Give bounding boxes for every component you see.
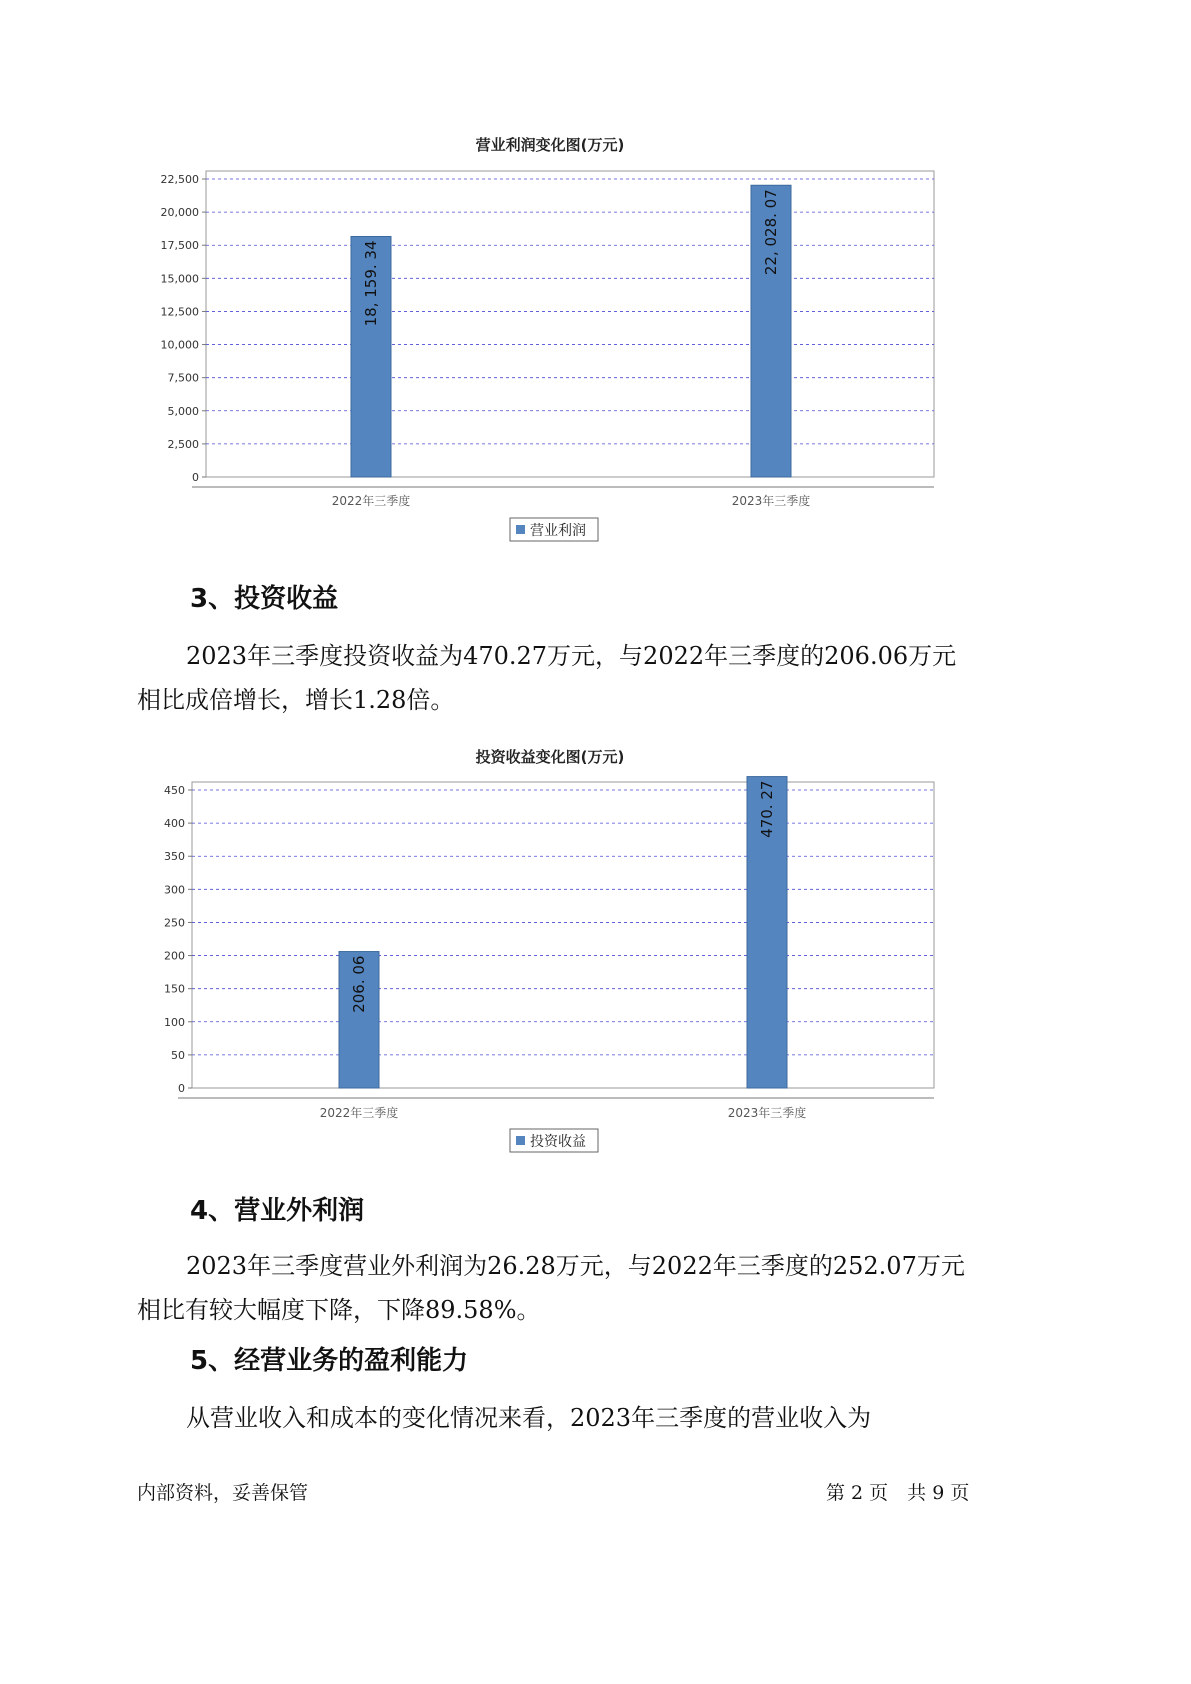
- y-tick-label: 7,500: [167, 371, 199, 385]
- y-tick-label: 0: [192, 471, 199, 484]
- chart-title: 投资收益变化图(万元): [475, 748, 625, 766]
- paragraph-line: 2023年三季度投资收益为470.27万元，与2022年三季度的206.06万元: [186, 642, 957, 670]
- paragraph-line: 从营业收入和成本的变化情况来看，2023年三季度的营业收入为: [186, 1404, 872, 1432]
- paragraph-line: 相比有较大幅度下降，下降89.58%。: [137, 1296, 541, 1324]
- y-tick-label: 22,500: [160, 173, 199, 186]
- y-tick-label: 15,000: [160, 272, 199, 286]
- y-tick-label: 20,000: [160, 206, 199, 220]
- paragraph-line: 2023年三季度营业外利润为26.28万元，与2022年三季度的252.07万元: [186, 1252, 965, 1280]
- y-tick-label: 2,500: [167, 437, 199, 451]
- x-tick-label: 2023年三季度: [727, 1106, 807, 1120]
- data-label: 18, 159. 34: [362, 240, 380, 327]
- y-tick-label: 0: [178, 1082, 185, 1095]
- legend-label: 营业利润: [530, 523, 586, 539]
- plot-area: [192, 782, 934, 1088]
- data-label: 470. 27: [758, 780, 776, 838]
- y-tick-label: 150: [164, 982, 185, 996]
- y-tick-label: 10,000: [160, 338, 199, 352]
- x-tick-label: 2022年三季度: [319, 1106, 399, 1120]
- legend-swatch: [516, 1136, 525, 1145]
- y-tick-label: 50: [171, 1048, 185, 1062]
- x-tick-label: 2023年三季度: [731, 494, 811, 508]
- section-heading-investment-income: 3、投资收益: [190, 584, 339, 614]
- y-tick-label: 17,500: [160, 239, 199, 253]
- legend-label: 投资收益: [530, 1134, 586, 1150]
- y-tick-label: 5,000: [167, 404, 199, 418]
- y-tick-label: 450: [164, 784, 185, 797]
- data-label: 22, 028. 07: [762, 189, 780, 276]
- chart-title: 营业利润变化图(万元): [475, 136, 625, 154]
- data-label: 206. 06: [350, 955, 368, 1013]
- section-heading-operating-profitability: 5、经营业务的盈利能力: [190, 1346, 469, 1376]
- section-heading-non-operating-profit: 4、营业外利润: [190, 1196, 365, 1226]
- y-tick-label: 350: [164, 850, 185, 864]
- footer-note: 内部资料，妥善保管: [137, 1482, 309, 1504]
- y-tick-label: 100: [164, 1015, 185, 1029]
- y-tick-label: 250: [164, 916, 185, 930]
- page-number: 第 2 页 共 9 页: [826, 1482, 970, 1504]
- y-tick-label: 200: [164, 949, 185, 963]
- y-tick-label: 400: [164, 817, 185, 831]
- y-tick-label: 300: [164, 883, 185, 897]
- y-tick-label: 12,500: [160, 305, 199, 319]
- paragraph-line: 相比成倍增长，增长1.28倍。: [137, 686, 455, 714]
- x-tick-label: 2022年三季度: [331, 494, 411, 508]
